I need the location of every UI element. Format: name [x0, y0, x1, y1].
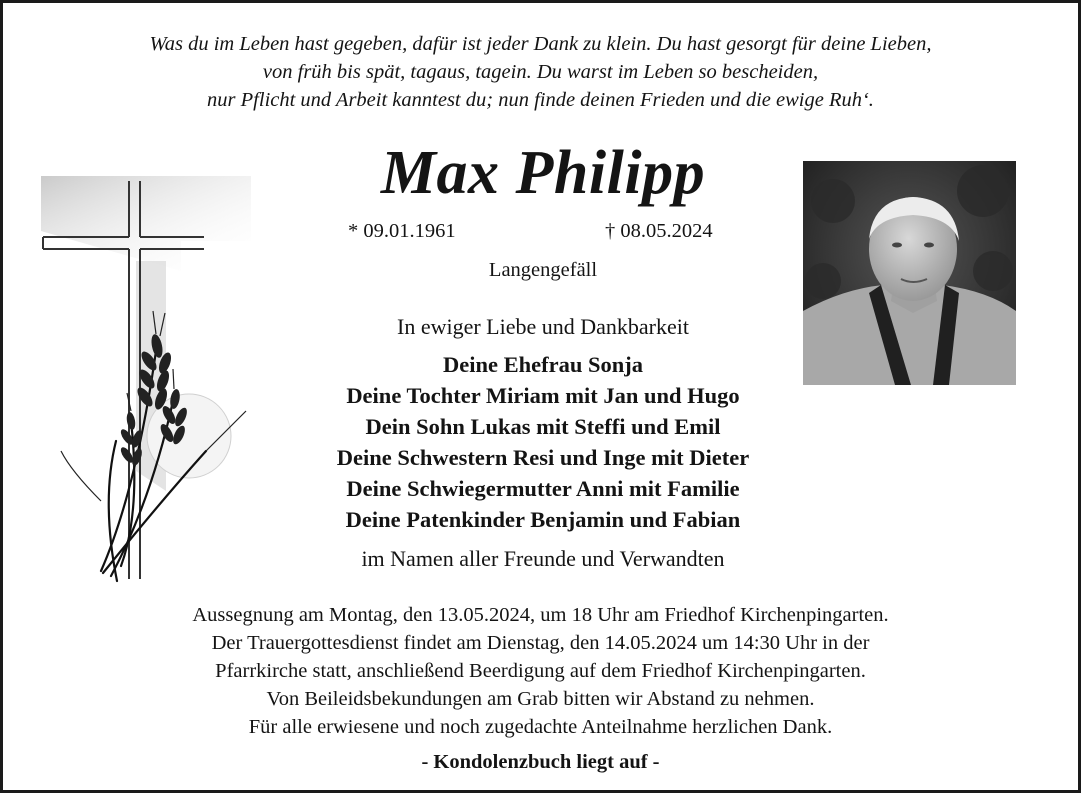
info-line: Aussegnung am Montag, den 13.05.2024, um 18 Uhr am Friedhof Kirchenpingarten.	[192, 604, 889, 626]
mourner-line: Deine Tochter Miriam mit Jan und Hugo	[346, 383, 740, 408]
info-line: Von Beileidsbekundungen am Grab bitten wir Abstand zu nehmen.	[266, 688, 815, 710]
poem-line: von früh bis spät, tagaus, tagein. Du warst im Leben so bescheiden,	[262, 61, 819, 83]
mourner-line: Deine Schwiegermutter Anni mit Familie	[346, 476, 740, 501]
info-line: Pfarrkirche statt, anschließend Beerdigung auf dem Friedhof Kirchenpingarten.	[215, 660, 866, 682]
mourner-line: Dein Sohn Lukas mit Steffi und Emil	[365, 414, 721, 439]
death-date: † 08.05.2024	[605, 220, 713, 242]
friends-line: im Namen aller Freunde und Verwandten	[361, 546, 725, 571]
poem	[3, 30, 1078, 114]
intro-line: In ewiger Liebe und Dankbarkeit	[397, 314, 689, 339]
mourner-line: Deine Schwestern Resi und Inge mit Dieter	[336, 445, 750, 470]
cross-wheat-icon	[41, 171, 261, 586]
mourner-line: Deine Ehefrau Sonja	[442, 352, 643, 377]
info-line: Für alle erwiesene und noch zugedachte Anteilnahme herzlichen Dank.	[248, 716, 833, 738]
hometown: Langengefäll	[488, 259, 598, 281]
condolence-book-note: - Kondolenzbuch liegt auf -	[421, 751, 660, 773]
info-line: Der Trauergottesdienst findet am Dienstag, den 14.05.2024 um 14:30 Uhr in der	[211, 632, 870, 654]
service-info	[3, 601, 1078, 741]
poem-line: Was du im Leben hast gegeben, dafür ist jeder Dank zu klein. Du hast gesorgt für deine Lieben,	[149, 33, 932, 55]
mourners-list	[243, 349, 843, 535]
mourner-line: Deine Patenkinder Benjamin und Fabian	[345, 507, 741, 532]
deceased-name: Max Philipp	[380, 139, 706, 207]
poem-line: nur Pflicht und Arbeit kanntest du; nun finde deinen Frieden und die ewige Ruh‘.	[207, 89, 874, 111]
birth-date: * 09.01.1961	[348, 220, 456, 242]
